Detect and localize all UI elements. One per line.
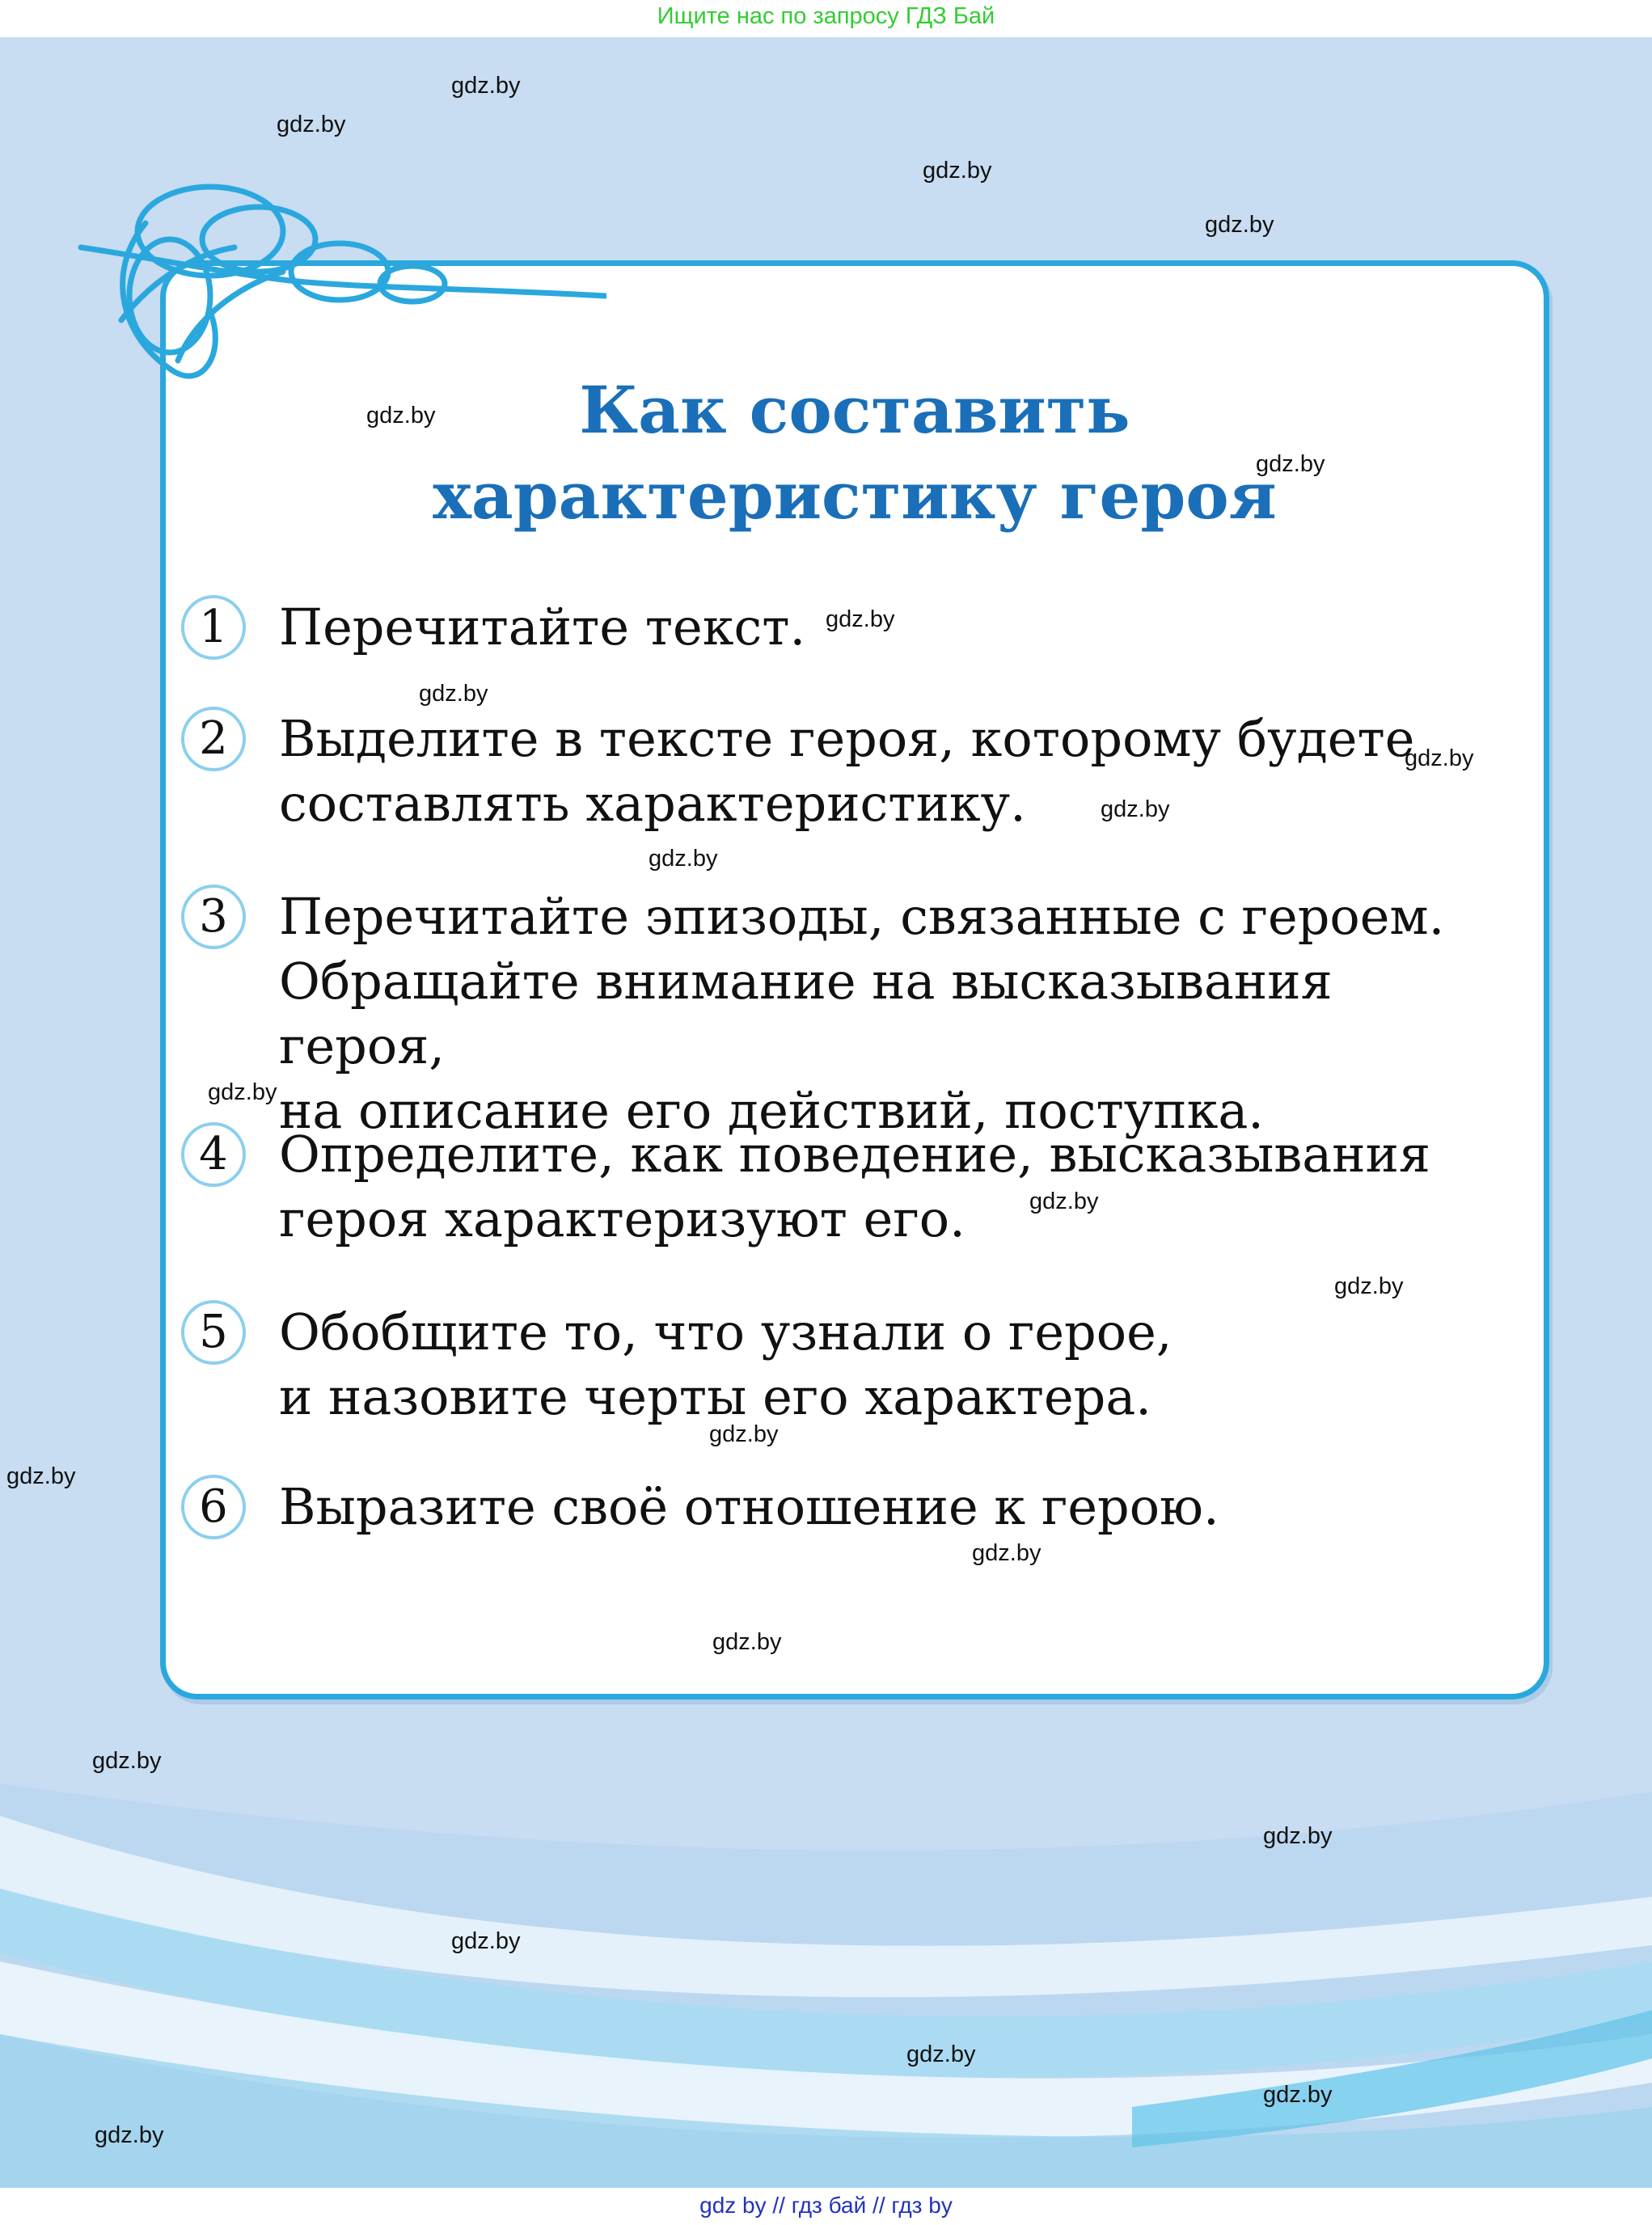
step-number-badge: 4 xyxy=(181,1122,246,1187)
watermark: gdz.by xyxy=(419,681,488,707)
watermark: gdz.by xyxy=(826,606,895,632)
step-line: Определите, как поведение, высказывания xyxy=(279,1125,1431,1184)
watermark: gdz.by xyxy=(712,1629,782,1655)
step-number-badge: 6 xyxy=(181,1475,246,1539)
watermark: gdz.by xyxy=(1205,212,1274,238)
bottom-banner xyxy=(0,2188,1652,2225)
step-line: Выделите в тексте героя, которому будете xyxy=(279,709,1415,768)
title-line-2: характеристику героя xyxy=(433,458,1277,534)
watermark: gdz.by xyxy=(1263,2082,1333,2108)
step-number-badge: 3 xyxy=(181,885,246,949)
top-banner xyxy=(0,0,1652,37)
watermark: gdz.by xyxy=(1405,745,1474,771)
step-line: Обращайте внимание на высказывания героя, xyxy=(279,952,1333,1075)
watermark: gdz.by xyxy=(95,2122,164,2148)
watermark: gdz.by xyxy=(1263,1823,1333,1849)
watermark: gdz.by xyxy=(1101,796,1170,822)
step-line: Выразите своё отношение к герою. xyxy=(279,1477,1219,1536)
step-number-badge: 1 xyxy=(181,595,246,660)
watermark: gdz.by xyxy=(972,1540,1041,1566)
watermark: gdz.by xyxy=(1029,1188,1099,1214)
watermark: gdz.by xyxy=(1334,1273,1404,1299)
step-line: героя характеризуют его. xyxy=(279,1189,965,1248)
top-banner-text: Ищите нас по запросу ГДЗ Бай xyxy=(657,3,995,29)
watermark: gdz.by xyxy=(709,1421,779,1447)
step-line: Перечитайте текст. xyxy=(279,597,806,657)
watermark: gdz.by xyxy=(923,158,992,184)
step-number-badge: 2 xyxy=(181,707,246,771)
watermark: gdz.by xyxy=(451,73,521,99)
step-text xyxy=(279,707,1508,836)
watermark: gdz.by xyxy=(1256,451,1325,477)
watermark: gdz.by xyxy=(208,1079,277,1105)
bottom-banner-text: gdz by // гдз бай // гдз by xyxy=(699,2193,953,2218)
step-line: Перечитайте эпизоды, связанные с героем. xyxy=(279,887,1445,946)
step-line: составлять характеристику. xyxy=(279,774,1026,833)
step-line: Обобщите то, что узнали о герое, xyxy=(279,1302,1172,1362)
step-number-badge: 5 xyxy=(181,1300,246,1365)
watermark: gdz.by xyxy=(366,403,436,429)
watermark: gdz.by xyxy=(649,846,718,872)
ribbon-flourish xyxy=(73,158,606,401)
title-line-1: Как составить xyxy=(579,372,1130,448)
step-text xyxy=(279,1300,1508,1429)
step-text xyxy=(279,1475,1508,1539)
watermark: gdz.by xyxy=(451,1928,521,1954)
step-line: на описание его действий, поступка. xyxy=(279,1081,1264,1140)
watermark: gdz.by xyxy=(277,112,346,137)
watermark: gdz.by xyxy=(92,1748,162,1774)
step-line: и назовите черты его характера. xyxy=(279,1367,1152,1426)
step-text xyxy=(279,1122,1508,1252)
watermark: gdz.by xyxy=(6,1463,76,1489)
watermark: gdz.by xyxy=(906,2041,976,2067)
page-title xyxy=(160,367,1549,538)
step-text xyxy=(279,885,1508,1143)
